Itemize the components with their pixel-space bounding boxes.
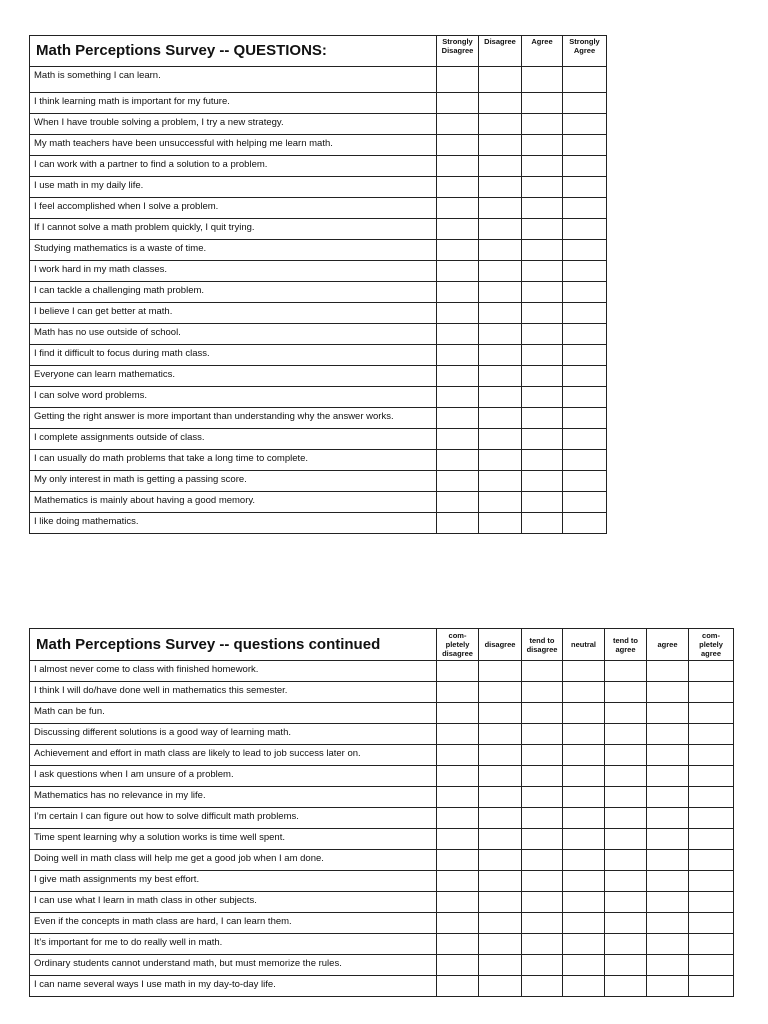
response-cell[interactable]	[479, 871, 522, 892]
response-cell[interactable]	[522, 303, 563, 324]
response-cell[interactable]	[479, 156, 522, 177]
question-row	[30, 387, 607, 408]
response-cell[interactable]	[479, 240, 522, 261]
question-row	[30, 682, 734, 703]
response-cell[interactable]	[647, 913, 689, 934]
response-cell[interactable]	[522, 745, 563, 766]
response-cell[interactable]	[437, 67, 479, 93]
response-cell[interactable]	[689, 661, 734, 682]
response-cell[interactable]	[689, 787, 734, 808]
response-cell[interactable]	[563, 913, 605, 934]
response-cell[interactable]	[647, 703, 689, 724]
response-cell[interactable]	[689, 913, 734, 934]
response-cell[interactable]	[437, 766, 479, 787]
question-text: I think I will do/have done well in mathematics this semester.	[30, 682, 437, 703]
response-cell[interactable]	[437, 913, 479, 934]
question-text: Even if the concepts in math class are hard, I can learn them.	[30, 913, 437, 934]
response-cell[interactable]	[522, 135, 563, 156]
response-cell[interactable]	[563, 135, 607, 156]
question-text: I can work with a partner to find a solution to a problem.	[30, 156, 437, 177]
response-cell[interactable]	[479, 492, 522, 513]
question-row	[30, 135, 607, 156]
response-cell[interactable]	[522, 387, 563, 408]
question-text: I think learning math is important for my future.	[30, 93, 437, 114]
response-cell[interactable]	[479, 850, 522, 871]
response-cell[interactable]	[605, 871, 647, 892]
question-row	[30, 492, 607, 513]
question-row	[30, 345, 607, 366]
response-cell[interactable]	[522, 682, 563, 703]
response-cell[interactable]	[522, 450, 563, 471]
response-cell[interactable]	[522, 240, 563, 261]
response-cell[interactable]	[605, 724, 647, 745]
response-cell[interactable]	[522, 892, 563, 913]
response-cell[interactable]	[522, 934, 563, 955]
survey-title-main: Math Perceptions Survey	[36, 42, 216, 59]
survey-header-row	[30, 629, 734, 661]
response-cell[interactable]	[563, 303, 607, 324]
response-cell[interactable]	[522, 366, 563, 387]
response-cell[interactable]	[522, 156, 563, 177]
question-row	[30, 892, 734, 913]
response-cell[interactable]	[522, 67, 563, 93]
response-cell[interactable]	[437, 366, 479, 387]
response-cell[interactable]	[437, 724, 479, 745]
response-cell[interactable]	[605, 766, 647, 787]
question-text: I believe I can get better at math.	[30, 303, 437, 324]
question-row	[30, 766, 734, 787]
response-cell[interactable]	[563, 198, 607, 219]
response-cell[interactable]	[647, 661, 689, 682]
response-cell[interactable]	[563, 513, 607, 534]
response-cell[interactable]	[437, 745, 479, 766]
response-cell[interactable]	[522, 492, 563, 513]
response-cell[interactable]	[605, 976, 647, 997]
question-row	[30, 114, 607, 135]
response-cell[interactable]	[522, 766, 563, 787]
question-text: I ask questions when I am unsure of a problem.	[30, 766, 437, 787]
response-cell[interactable]	[689, 724, 734, 745]
response-cell[interactable]	[437, 114, 479, 135]
response-cell[interactable]	[522, 976, 563, 997]
question-text: Math has no use outside of school.	[30, 324, 437, 345]
response-cell[interactable]	[437, 703, 479, 724]
question-text: I can tackle a challenging math problem.	[30, 282, 437, 303]
response-cell[interactable]	[479, 219, 522, 240]
survey-title-sub: -- QUESTIONS:	[215, 42, 327, 59]
response-cell[interactable]	[437, 808, 479, 829]
response-cell[interactable]	[605, 829, 647, 850]
response-cell[interactable]	[522, 429, 563, 450]
response-cell[interactable]	[689, 703, 734, 724]
response-cell[interactable]	[605, 892, 647, 913]
response-cell[interactable]	[479, 471, 522, 492]
question-text: I almost never come to class with finished homework.	[30, 661, 437, 682]
response-cell[interactable]	[479, 913, 522, 934]
response-cell[interactable]	[479, 261, 522, 282]
column-header-agree: agree	[647, 629, 689, 661]
response-cell[interactable]	[563, 471, 607, 492]
response-cell[interactable]	[479, 955, 522, 976]
question-row	[30, 219, 607, 240]
response-cell[interactable]	[437, 324, 479, 345]
response-cell[interactable]	[563, 976, 605, 997]
response-cell[interactable]	[437, 219, 479, 240]
response-cell[interactable]	[479, 934, 522, 955]
question-row	[30, 976, 734, 997]
response-cell[interactable]	[563, 955, 605, 976]
question-row	[30, 934, 734, 955]
response-cell[interactable]	[563, 892, 605, 913]
response-cell[interactable]	[689, 871, 734, 892]
response-cell[interactable]	[479, 67, 522, 93]
question-text: I complete assignments outside of class.	[30, 429, 437, 450]
response-cell[interactable]	[563, 429, 607, 450]
response-cell[interactable]	[437, 934, 479, 955]
response-cell[interactable]	[437, 387, 479, 408]
response-cell[interactable]	[647, 682, 689, 703]
response-cell[interactable]	[522, 787, 563, 808]
response-cell[interactable]	[437, 240, 479, 261]
response-cell[interactable]	[479, 387, 522, 408]
response-cell[interactable]	[605, 787, 647, 808]
response-cell[interactable]	[522, 871, 563, 892]
survey-title-main: Math Perceptions Survey	[36, 635, 216, 653]
response-cell[interactable]	[522, 198, 563, 219]
response-cell[interactable]	[479, 829, 522, 850]
response-cell[interactable]	[437, 177, 479, 198]
response-cell[interactable]	[563, 219, 607, 240]
response-cell[interactable]	[647, 871, 689, 892]
response-cell[interactable]	[437, 661, 479, 682]
response-cell[interactable]	[437, 976, 479, 997]
response-cell[interactable]	[689, 850, 734, 871]
question-row	[30, 324, 607, 345]
response-cell[interactable]	[522, 724, 563, 745]
response-cell[interactable]	[479, 429, 522, 450]
response-cell[interactable]	[522, 324, 563, 345]
question-text: I like doing mathematics.	[30, 513, 437, 534]
response-cell[interactable]	[437, 892, 479, 913]
survey-title	[30, 36, 437, 67]
response-cell[interactable]	[605, 682, 647, 703]
survey-header-row	[30, 36, 607, 67]
column-header-completely-disagree: com- pletely disagree	[437, 629, 479, 661]
response-cell[interactable]	[479, 177, 522, 198]
response-cell[interactable]	[647, 766, 689, 787]
response-cell[interactable]	[605, 745, 647, 766]
question-text: I feel accomplished when I solve a problem.	[30, 198, 437, 219]
response-cell[interactable]	[605, 913, 647, 934]
response-cell[interactable]	[647, 808, 689, 829]
response-cell[interactable]	[522, 808, 563, 829]
response-cell[interactable]	[563, 787, 605, 808]
response-cell[interactable]	[563, 745, 605, 766]
response-cell[interactable]	[522, 282, 563, 303]
response-cell[interactable]	[479, 408, 522, 429]
question-text: I give math assignments my best effort.	[30, 871, 437, 892]
response-cell[interactable]	[689, 955, 734, 976]
question-row	[30, 661, 734, 682]
response-cell[interactable]	[563, 934, 605, 955]
question-row	[30, 513, 607, 534]
response-cell[interactable]	[437, 345, 479, 366]
response-cell[interactable]	[437, 450, 479, 471]
question-text: I can use what I learn in math class in other subjects.	[30, 892, 437, 913]
response-cell[interactable]	[563, 177, 607, 198]
response-cell[interactable]	[563, 724, 605, 745]
response-cell[interactable]	[479, 513, 522, 534]
response-cell[interactable]	[522, 345, 563, 366]
response-cell[interactable]	[522, 219, 563, 240]
response-cell[interactable]	[563, 282, 607, 303]
question-row	[30, 913, 734, 934]
question-text: My math teachers have been unsuccessful with helping me learn math.	[30, 135, 437, 156]
survey-table-questions	[29, 35, 607, 534]
response-cell[interactable]	[437, 198, 479, 219]
response-cell[interactable]	[563, 67, 607, 93]
response-cell[interactable]	[479, 303, 522, 324]
response-cell[interactable]	[647, 745, 689, 766]
response-cell[interactable]	[479, 703, 522, 724]
question-row	[30, 787, 734, 808]
response-cell[interactable]	[563, 156, 607, 177]
response-cell[interactable]	[437, 787, 479, 808]
response-cell[interactable]	[479, 324, 522, 345]
response-cell[interactable]	[437, 261, 479, 282]
response-cell[interactable]	[647, 892, 689, 913]
question-text: I’m certain I can figure out how to solve difficult math problems.	[30, 808, 437, 829]
question-text: Discussing different solutions is a good way of learning math.	[30, 724, 437, 745]
response-cell[interactable]	[563, 261, 607, 282]
survey-table-questions-continued	[29, 628, 734, 997]
response-cell[interactable]	[479, 93, 522, 114]
question-row	[30, 282, 607, 303]
question-text: Mathematics is mainly about having a good memory.	[30, 492, 437, 513]
response-cell[interactable]	[563, 829, 605, 850]
response-cell[interactable]	[522, 177, 563, 198]
response-cell[interactable]	[563, 324, 607, 345]
response-cell[interactable]	[647, 724, 689, 745]
response-cell[interactable]	[522, 261, 563, 282]
response-cell[interactable]	[437, 93, 479, 114]
response-cell[interactable]	[479, 976, 522, 997]
question-row	[30, 955, 734, 976]
response-cell[interactable]	[479, 724, 522, 745]
response-cell[interactable]	[563, 114, 607, 135]
question-row	[30, 471, 607, 492]
response-cell[interactable]	[479, 787, 522, 808]
question-text: Getting the right answer is more important than understanding why the answer works.	[30, 408, 437, 429]
response-cell[interactable]	[437, 471, 479, 492]
question-text: Ordinary students cannot understand math, but must memorize the rules.	[30, 955, 437, 976]
response-cell[interactable]	[647, 934, 689, 955]
response-cell[interactable]	[437, 429, 479, 450]
column-header-disagree: disagree	[479, 629, 522, 661]
response-cell[interactable]	[479, 808, 522, 829]
response-cell[interactable]	[479, 892, 522, 913]
question-row	[30, 198, 607, 219]
response-cell[interactable]	[563, 408, 607, 429]
column-header-completely-agree: com- pletely agree	[689, 629, 734, 661]
response-cell[interactable]	[689, 934, 734, 955]
response-cell[interactable]	[563, 450, 607, 471]
response-cell[interactable]	[522, 114, 563, 135]
response-cell[interactable]	[563, 703, 605, 724]
response-cell[interactable]	[522, 513, 563, 534]
response-cell[interactable]	[605, 934, 647, 955]
question-text: I use math in my daily life.	[30, 177, 437, 198]
response-cell[interactable]	[479, 282, 522, 303]
response-cell[interactable]	[479, 366, 522, 387]
response-cell[interactable]	[522, 913, 563, 934]
response-cell[interactable]	[437, 282, 479, 303]
question-row	[30, 261, 607, 282]
response-cell[interactable]	[563, 808, 605, 829]
response-cell[interactable]	[479, 345, 522, 366]
response-cell[interactable]	[437, 682, 479, 703]
question-row	[30, 429, 607, 450]
response-cell[interactable]	[563, 850, 605, 871]
response-cell[interactable]	[605, 661, 647, 682]
response-cell[interactable]	[522, 471, 563, 492]
question-row	[30, 829, 734, 850]
response-cell[interactable]	[605, 955, 647, 976]
question-row	[30, 93, 607, 114]
question-text: I can usually do math problems that take a long time to complete.	[30, 450, 437, 471]
response-cell[interactable]	[479, 682, 522, 703]
question-text: I can name several ways I use math in my day-to-day life.	[30, 976, 437, 997]
question-row	[30, 177, 607, 198]
question-row	[30, 808, 734, 829]
response-cell[interactable]	[479, 450, 522, 471]
response-cell[interactable]	[522, 93, 563, 114]
question-row	[30, 724, 734, 745]
response-cell[interactable]	[437, 871, 479, 892]
question-text: Achievement and effort in math class are likely to lead to job success later on.	[30, 745, 437, 766]
response-cell[interactable]	[689, 976, 734, 997]
column-header-strongly-disagree: Strongly Disagree	[437, 36, 479, 67]
question-row	[30, 156, 607, 177]
response-cell[interactable]	[689, 766, 734, 787]
response-cell[interactable]	[563, 661, 605, 682]
question-row	[30, 408, 607, 429]
column-header-agree: Agree	[522, 36, 563, 67]
question-text: Time spent learning why a solution works is time well spent.	[30, 829, 437, 850]
response-cell[interactable]	[605, 808, 647, 829]
question-row	[30, 850, 734, 871]
question-text: Everyone can learn mathematics.	[30, 366, 437, 387]
question-text: It’s important for me to do really well in math.	[30, 934, 437, 955]
survey-title	[30, 629, 437, 661]
response-cell[interactable]	[479, 766, 522, 787]
question-row	[30, 366, 607, 387]
response-cell[interactable]	[689, 808, 734, 829]
question-text: Mathematics has no relevance in my life.	[30, 787, 437, 808]
question-row	[30, 450, 607, 471]
response-cell[interactable]	[437, 850, 479, 871]
response-cell[interactable]	[647, 976, 689, 997]
question-text: I can solve word problems.	[30, 387, 437, 408]
question-row	[30, 67, 607, 93]
question-row	[30, 745, 734, 766]
column-header-tend-to-disagree: tend to disagree	[522, 629, 563, 661]
response-cell[interactable]	[437, 513, 479, 534]
response-cell[interactable]	[563, 240, 607, 261]
question-text: Math is something I can learn.	[30, 67, 437, 93]
response-cell[interactable]	[479, 114, 522, 135]
response-cell[interactable]	[563, 492, 607, 513]
question-text: When I have trouble solving a problem, I try a new strategy.	[30, 114, 437, 135]
column-header-tend-to-agree: tend to agree	[605, 629, 647, 661]
response-cell[interactable]	[437, 156, 479, 177]
response-cell[interactable]	[522, 408, 563, 429]
response-cell[interactable]	[437, 135, 479, 156]
question-row	[30, 240, 607, 261]
question-text: My only interest in math is getting a passing score.	[30, 471, 437, 492]
response-cell[interactable]	[647, 955, 689, 976]
response-cell[interactable]	[647, 787, 689, 808]
response-cell[interactable]	[563, 345, 607, 366]
response-cell[interactable]	[563, 766, 605, 787]
response-cell[interactable]	[437, 303, 479, 324]
response-cell[interactable]	[563, 93, 607, 114]
question-text: I find it difficult to focus during math class.	[30, 345, 437, 366]
response-cell[interactable]	[479, 661, 522, 682]
response-cell[interactable]	[689, 682, 734, 703]
question-text: Studying mathematics is a waste of time.	[30, 240, 437, 261]
response-cell[interactable]	[522, 661, 563, 682]
question-text: If I cannot solve a math problem quickly, I quit trying.	[30, 219, 437, 240]
column-header-strongly-agree: Strongly Agree	[563, 36, 607, 67]
survey-title-sub: -- questions continued	[215, 635, 381, 653]
response-cell[interactable]	[647, 829, 689, 850]
response-cell[interactable]	[522, 703, 563, 724]
question-row	[30, 303, 607, 324]
response-cell[interactable]	[689, 829, 734, 850]
response-cell[interactable]	[479, 198, 522, 219]
question-text: Doing well in math class will help me get a good job when I am done.	[30, 850, 437, 871]
question-text: I work hard in my math classes.	[30, 261, 437, 282]
response-cell[interactable]	[437, 955, 479, 976]
response-cell[interactable]	[605, 850, 647, 871]
response-cell[interactable]	[689, 892, 734, 913]
response-cell[interactable]	[563, 871, 605, 892]
column-header-neutral: neutral	[563, 629, 605, 661]
response-cell[interactable]	[689, 745, 734, 766]
response-cell[interactable]	[522, 955, 563, 976]
response-cell[interactable]	[522, 850, 563, 871]
response-cell[interactable]	[437, 829, 479, 850]
question-text: Math can be fun.	[30, 703, 437, 724]
response-cell[interactable]	[479, 745, 522, 766]
response-cell[interactable]	[437, 492, 479, 513]
response-cell[interactable]	[647, 850, 689, 871]
response-cell[interactable]	[605, 703, 647, 724]
question-row	[30, 703, 734, 724]
response-cell[interactable]	[437, 408, 479, 429]
response-cell[interactable]	[522, 829, 563, 850]
column-header-disagree: Disagree	[479, 36, 522, 67]
question-row	[30, 871, 734, 892]
response-cell[interactable]	[563, 387, 607, 408]
response-cell[interactable]	[563, 366, 607, 387]
response-cell[interactable]	[563, 682, 605, 703]
response-cell[interactable]	[479, 135, 522, 156]
